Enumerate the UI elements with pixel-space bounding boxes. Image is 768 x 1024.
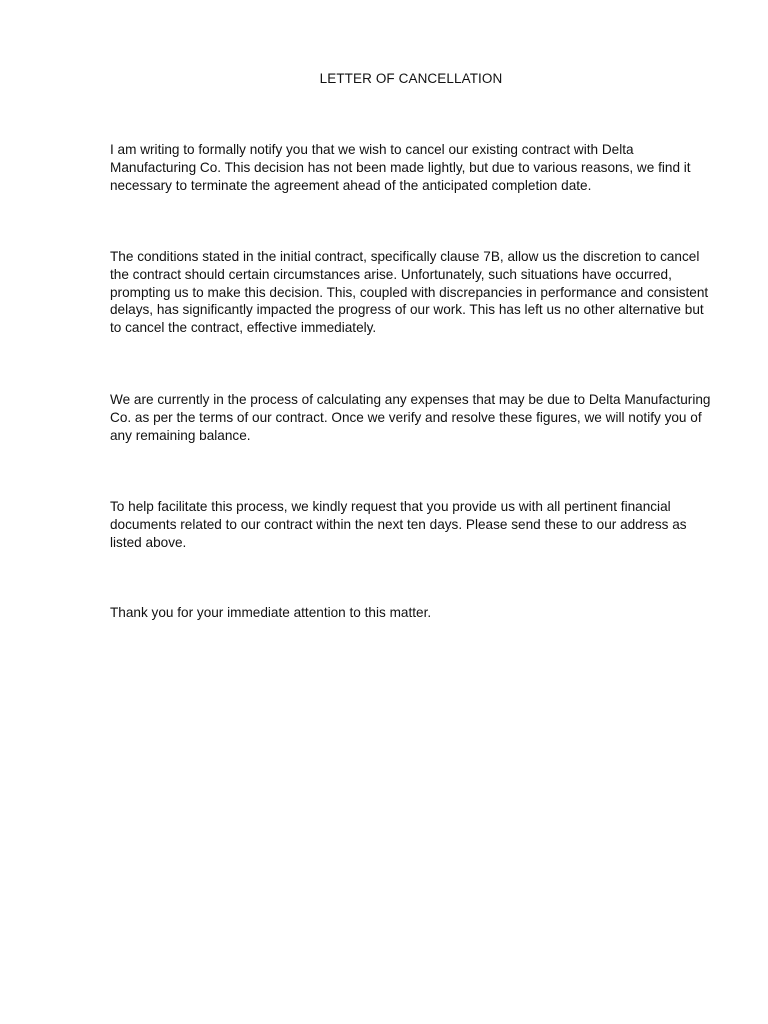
- paragraph-cancellation-notice: I am writing to formally notify you that we wish to cancel our existing contract with Delta Manufacturing Co. This decision has not been made lightly, but due to various reasons, we find it necessary to terminate the agreement ahead of the anticipated completion date.: [110, 142, 691, 193]
- paragraph-expense-calculation: We are currently in the process of calculating any expenses that may be due to Delta Manufacturing Co. as per the terms of our contract. Once we verify and resolve these figures, we will notify you of any remaining balance.: [110, 392, 711, 443]
- paragraph-contract-conditions: The conditions stated in the initial contract, specifically clause 7B, allow us the discretion to cancel the contract should certain circumstances arise. Unfortunately, such situations have occurred, prompting us to make this decision. This, coupled with discrepancies in performance and consistent delays, has significantly impacted the progress of our work. This has left us no other alternative but to cancel the contract, effective immediately.: [110, 249, 709, 336]
- paragraph-closing: Thank you for your immediate attention to this matter.: [110, 605, 432, 620]
- letter-title: LETTER OF CANCELLATION: [319, 71, 503, 86]
- paragraph-document-request: To help facilitate this process, we kindly request that you provide us with all pertinent financial documents related to our contract within the next ten days. Please send these to our address as listed above.: [110, 499, 687, 550]
